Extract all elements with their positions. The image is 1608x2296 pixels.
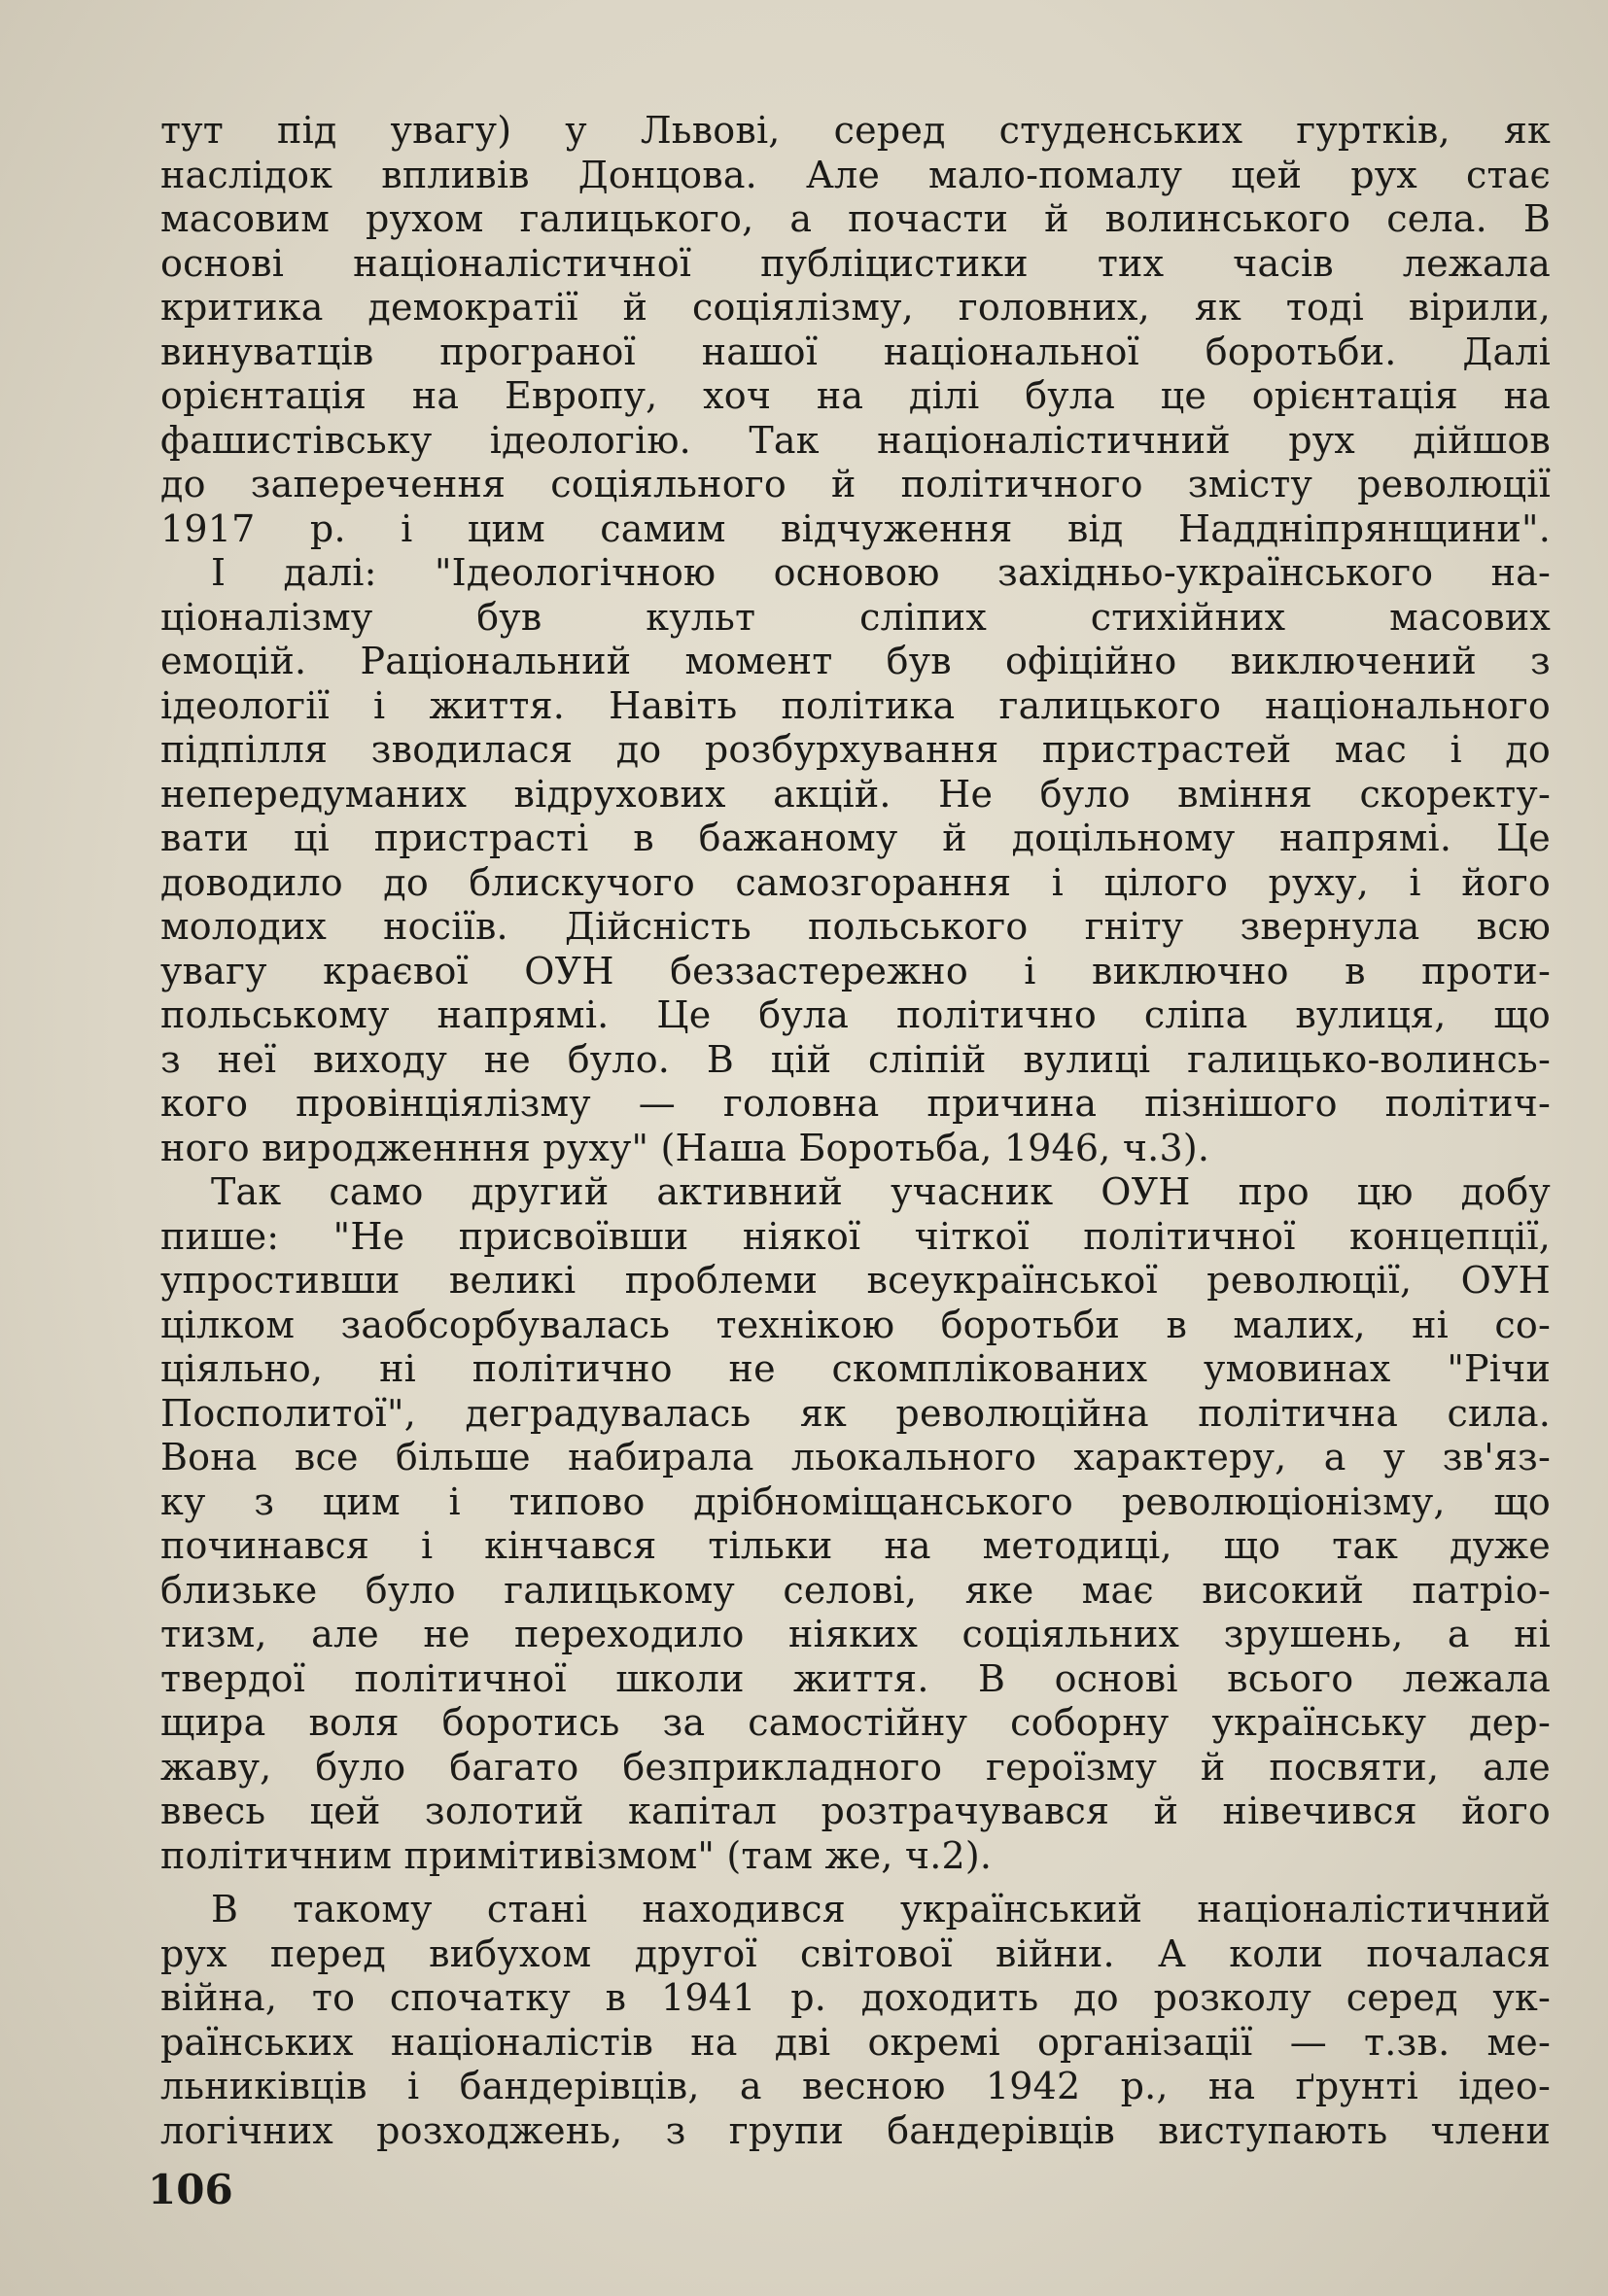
text-line: ціяльно, ні політично не скомплікованих умовинах "Річи xyxy=(160,1347,1551,1390)
text-line: логічних розходжень, з групи бандерівців виступають члени xyxy=(160,2108,1551,2152)
text-line: наслідок впливів Донцова. Але мало-помалу цей рух стає xyxy=(160,153,1551,196)
text-line: доводило до блискучого самозгорання і цілого руху, і його xyxy=(160,860,1551,904)
text-line: 1917 р. і цим самим відчуження від Наддніпрянщини". xyxy=(160,506,1551,550)
text-line: польському напрямі. Це була політично сліпа вулиця, що xyxy=(160,993,1551,1036)
text-line: ку з цим і типово дрібноміщанського революціонізму, що xyxy=(160,1479,1551,1523)
text-line: ввесь цей золотий капітал розтрачувався й нівечився його xyxy=(160,1790,1551,1832)
text-line: винуватців програної нашої національної боротьби. Далі xyxy=(160,330,1551,373)
paragraph-1 xyxy=(160,109,1551,551)
text-line: непередуманих відрухових акцій. Не було вміння скоректу- xyxy=(160,772,1551,816)
text-line: Вона все більше набирала льокального характеру, а у зв'яз- xyxy=(160,1436,1551,1478)
text-line: починався і кінчався тільки на методиці, що так дуже xyxy=(160,1524,1551,1567)
text-line: В такому стані находився український націоналістичний xyxy=(211,1888,1551,1931)
text-line: раїнських націоналістів на дві окремі організації — т.зв. ме- xyxy=(160,2020,1551,2064)
text-line: орієнтація на Европу, хоч на ділі була це орієнтація на xyxy=(160,374,1551,417)
text-line: масовим рухом галицького, а почасти й волинського села. В xyxy=(160,197,1551,240)
text-line: основі націоналістичної публіцистики тих часів лежала xyxy=(160,241,1551,285)
text-line: з неї виходу не було. В цій сліпій вулиці галицько-волинсь- xyxy=(160,1037,1551,1081)
text-line: ідеології і життя. Навіть політика галицького національного xyxy=(160,683,1551,727)
text-line: до заперечення соціяльного й політичного змісту революції xyxy=(160,463,1551,505)
paragraph-2 xyxy=(160,551,1551,1170)
paragraph-gap xyxy=(160,1878,1551,1888)
paragraph-4 xyxy=(160,1888,1551,2153)
text-line: рух перед вибухом другої світової війни. А коли почалася xyxy=(160,1931,1551,1975)
text-line: кого провінціялізму — головна причина пізнішого політич- xyxy=(160,1082,1551,1125)
text-line: молодих носіїв. Дійсність польського гніту звернула всю xyxy=(160,905,1551,948)
text-line: тизм, але не переходило ніяких соціяльних зрушень, а ні xyxy=(160,1613,1551,1655)
text-line: тут під увагу) у Львові, серед студенських гуртків, як xyxy=(160,109,1551,152)
text-line: упростивши великі проблеми всеукраїнської революції, ОУН xyxy=(160,1259,1551,1302)
text-line: цілком заобсорбувалась технікою боротьби в малих, ні со- xyxy=(160,1303,1551,1346)
text-line: ціоналізму був культ сліпих стихійних масових xyxy=(160,595,1551,639)
text-line: війна, то спочатку в 1941 р. доходить до розколу серед ук- xyxy=(160,1976,1551,2019)
text-line: щира воля боротись за самостійну соборну українську дер- xyxy=(160,1701,1551,1744)
text-line: фашистівську ідеологію. Так націоналістичний рух дійшов xyxy=(160,418,1551,462)
text-line: ного виродженння руху" (Наша Боротьба, 1946, ч.3). xyxy=(160,1126,1210,1169)
text-line: підпілля зводилася до розбурхування пристрастей мас і до xyxy=(160,728,1551,771)
page-text xyxy=(160,109,1551,2153)
text-line: політичним примітивізмом" (там же, ч.2). xyxy=(160,1833,993,1877)
paragraph-3 xyxy=(160,1170,1551,1878)
page-number: 106 xyxy=(148,2166,233,2213)
text-line: емоцій. Раціональний момент був офіційно виключений з xyxy=(160,640,1551,682)
text-line: увагу краєвої ОУН беззастережно і виключно в проти- xyxy=(160,949,1551,992)
text-line: Посполитої", деградувалась як революційна політична сила. xyxy=(160,1391,1551,1435)
text-line: льниківців і бандерівців, а весною 1942 р., на ґрунті ідео- xyxy=(160,2065,1551,2107)
text-line: вати ці пристрасті в бажаному й доцільному напрямі. Це xyxy=(160,817,1551,859)
text-line: близьке було галицькому селові, яке має високий патріо- xyxy=(160,1568,1551,1612)
text-line: критика демократії й соціялізму, головних, як тоді вірили, xyxy=(160,286,1551,329)
text-line: жаву, було багато безприкладного героїзму й посвяти, але xyxy=(160,1745,1551,1789)
text-line: Так само другий активний учасник ОУН про цю добу xyxy=(211,1170,1551,1213)
text-line: пише: "Не присвоївши ніякої чіткої політичної концепції, xyxy=(160,1214,1551,1258)
text-line: твердої політичної школи життя. В основі всього лежала xyxy=(160,1656,1551,1700)
text-line: І далі: "Ідеологічною основою західньо-українського на- xyxy=(211,551,1551,594)
